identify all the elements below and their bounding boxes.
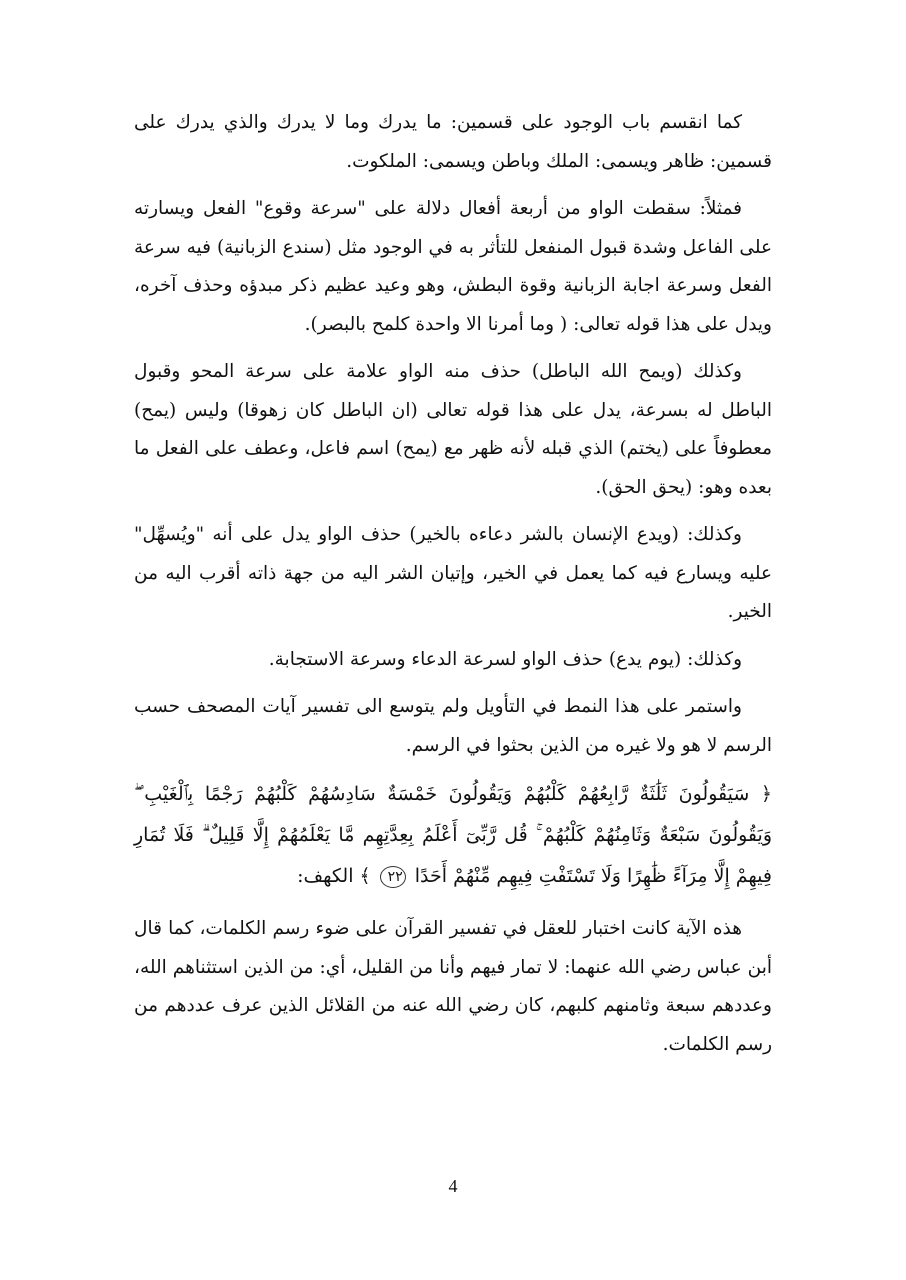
page-body bbox=[134, 104, 772, 1073]
verse-close-bracket: ﴾ bbox=[359, 865, 371, 887]
ayah-number-marker: ٢٢ bbox=[380, 866, 406, 888]
paragraph-4: وكذلك: (ويدع الإنسان بالشر دعاءه بالخير) حذف الواو يدل على أنه "ويُسهِّل" عليه ويسارع فيه كما يعمل في الخير، وإتيان الشر اليه من جهة ذاته أقرب اليه من الخير. bbox=[134, 524, 772, 622]
paragraph-5: وكذلك: (يوم يدع) حذف الواو لسرعة الدعاء وسرعة الاستجابة. bbox=[268, 648, 742, 670]
paragraph-1: كما انقسم باب الوجود على قسمين: ما يدرك وما لا يدرك والذي يدرك على قسمين: ظاهر ويسمى: الملك وباطن ويسمى: الملكوت. bbox=[134, 112, 772, 172]
closing-paragraph: هذه الآية كانت اختبار للعقل في تفسير القرآن على ضوء رسم الكلمات، كما قال أبن عباس رضي الله عنهما: لا تمار فيهم وأنا من القليل، أي: من الذين استثناهم الله، وعددهم سبعة وثامنهم كلبهم، كان رضي الله عنه من القلائل الذين عرف عددهم من رسم الكلمات. bbox=[134, 918, 772, 1055]
quran-verse-block bbox=[134, 774, 772, 897]
page-number: 4 bbox=[448, 1176, 458, 1196]
verse-open-bracket: ﴿ bbox=[760, 783, 772, 805]
paragraph-2: فمثلاً: سقطت الواو من أربعة أفعال دلالة على "سرعة وقوع" الفعل ويسارته على الفاعل وشدة قبول المنفعل للتأثر به في الوجود مثل (سندع الزبانية) فيه سرعة الفعل وسرعة اجابة الزبانية وقوة البطش، وهو وعيد عظيم ذكر مبدؤه وحذف آخره، ويدل على هذا قوله تعالى: ( وما أمرنا الا واحدة كلمح بالبصر). bbox=[134, 198, 772, 335]
paragraph-3: وكذلك (ويمح الله الباطل) حذف منه الواو علامة على سرعة المحو وقبول الباطل له بسرعة، يدل على هذا قوله تعالى (ان الباطل كان زهوقا) وليس (يمح) معطوفاً على (يختم) الذي قبله لأنه ظهر مع (يمح) اسم فاعل، وعطف على الفعل ما بعده وهو: (يحق الحق). bbox=[134, 361, 772, 498]
verse-text: سَيَقُولُونَ ثَلَٰثَةٌ رَّابِعُهُمْ كَلْبُهُمْ وَيَقُولُونَ خَمْسَةٌ سَادِسُهُمْ كَلْبُهُمْ رَجْمًا بِٱلْغَيْبِ ۖ وَيَقُولُونَ سَبْعَةٌ وَثَامِنُهُمْ كَلْبُهُمْ ۚ قُل رَّبِّىٓ أَعْلَمُ بِعِدَّتِهِم مَّا يَعْلَمُهُمْ إِلَّا قَلِيلٌ ۗ فَلَا تُمَارِ فِيهِمْ إِلَّا مِرَآءً ظَٰهِرًا وَلَا تَسْتَفْتِ فِيهِم مِّنْهُمْ أَحَدًا bbox=[134, 783, 772, 887]
paragraph-6: واستمر على هذا النمط في التأويل ولم يتوسع الى تفسير آيات المصحف حسب الرسم لا هو ولا غيره من الذين بحثوا في الرسم. bbox=[134, 696, 772, 756]
verse-source: الكهف: bbox=[297, 865, 354, 887]
